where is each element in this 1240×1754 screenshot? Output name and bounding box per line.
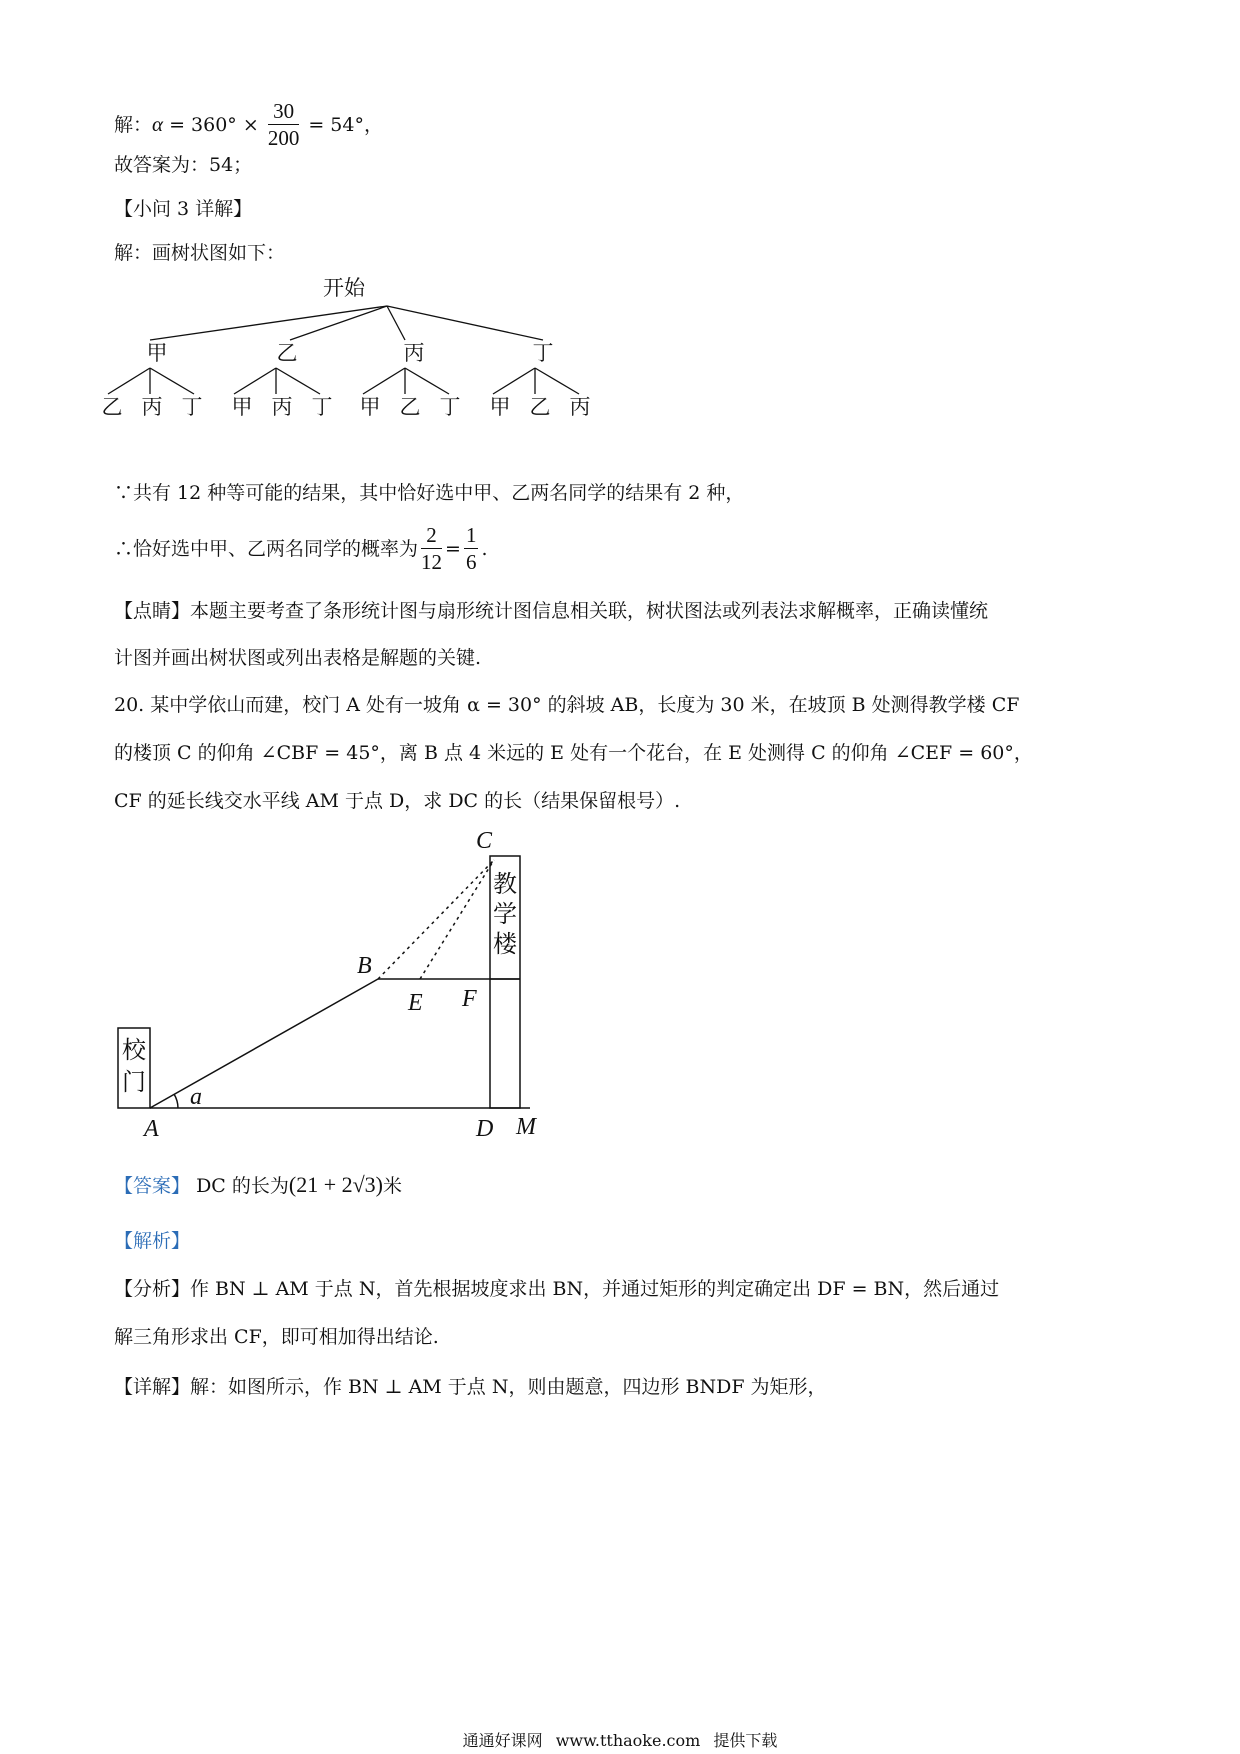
tree-branch: 丙 — [403, 341, 425, 365]
label-f: F — [462, 986, 477, 1012]
tree-leaf: 乙 — [101, 395, 123, 419]
tree-leaf: 甲 — [359, 395, 381, 419]
label-e: E — [408, 990, 423, 1016]
label-a: A — [144, 1116, 159, 1142]
comment-line: 【点睛】本题主要考查了条形统计图与扇形统计图信息相关联，树状图法或列表法求解概率，正确读懂统 — [114, 600, 989, 622]
tree-branch: 乙 — [276, 341, 298, 365]
gate-char: 校 — [122, 1036, 146, 1064]
denominator: 200 — [267, 126, 300, 150]
label-b: B — [357, 953, 372, 979]
tree-leaf: 甲 — [231, 395, 253, 419]
analysis-tag: 【解析】 — [114, 1230, 191, 1252]
comment-line: 计图并画出树状图或列出表格是解题的关键. — [114, 647, 482, 669]
footer-action: 提供下载 — [713, 1731, 778, 1750]
tree-intro: 解：画树状图如下： — [114, 242, 286, 264]
numerator: 30 — [268, 98, 300, 125]
question-20-line: CF 的延长线交水平线 AM 于点 D，求 DC 的长（结果保留根号）. — [114, 790, 681, 812]
answer-prefix: 解： — [114, 114, 153, 136]
answer-expression: (21 + 2√3) — [288, 1172, 384, 1197]
section-heading: 【小问 3 详解】 — [114, 198, 253, 220]
numerator: 1 — [465, 523, 477, 547]
label-m: M — [516, 1114, 536, 1140]
label-c: C — [476, 828, 493, 854]
probability-text: ∴恰好选中甲、乙两名同学的概率为 — [114, 538, 419, 560]
answer-unit: 米 — [383, 1175, 403, 1197]
footer-site: 通通好课网 — [462, 1731, 543, 1750]
tree-leaf: 乙 — [529, 395, 551, 419]
denominator: 6 — [465, 550, 477, 574]
question-20-line: 的楼顶 C 的仰角 ∠CBF = 45°，离 B 点 4 米远的 E 处有一个花台，在 E 处测得 C 的仰角 ∠CEF = 60°， — [114, 742, 1033, 764]
period: . — [481, 538, 488, 560]
tree-diagram — [100, 268, 660, 428]
tree-root: 开始 — [323, 276, 365, 300]
footer-url[interactable]: www.tthaoke.com — [555, 1731, 701, 1750]
tree-leaf: 丙 — [569, 395, 591, 419]
tree-leaf: 甲 — [489, 395, 511, 419]
answer-line: 故答案为：54； — [114, 154, 253, 176]
building-char: 学 — [493, 900, 517, 928]
tree-leaf: 乙 — [399, 395, 421, 419]
tree-leaf: 丁 — [439, 395, 461, 419]
label-d: D — [476, 1116, 494, 1142]
equation-part: = 54°， — [302, 114, 383, 136]
tree-leaf: 丙 — [271, 395, 293, 419]
numerator: 2 — [421, 522, 442, 549]
analysis-line: 解三角形求出 CF，即可相加得出结论. — [114, 1326, 439, 1348]
label-angle-a: a — [190, 1084, 202, 1110]
detail-line: 【详解】解：如图所示，作 BN ⊥ AM 于点 N，则由题意，四边形 BNDF 为矩形， — [114, 1376, 827, 1398]
gate-char: 门 — [122, 1068, 146, 1096]
fraction — [464, 522, 479, 575]
building-char: 楼 — [493, 930, 517, 958]
answer-line — [114, 1172, 402, 1199]
geometry-figure — [110, 828, 570, 1148]
probability-line — [114, 522, 487, 575]
denominator: 12 — [421, 550, 443, 574]
result-count: ∵共有 12 种等可能的结果，其中恰好选中甲、乙两名同学的结果有 2 种， — [114, 482, 745, 504]
answer-tag: 【答案】 — [114, 1175, 191, 1197]
equation-part: = 360° × — [163, 114, 265, 136]
equals-sign: = — [445, 538, 461, 560]
fraction — [268, 98, 300, 151]
answer-text: DC 的长为 — [196, 1175, 289, 1197]
question-20-line: 20. 某中学依山而建，校门 A 处有一坡角 α = 30° 的斜坡 AB，长度为 30 米，在坡顶 B 处测得教学楼 CF — [114, 694, 1020, 716]
fraction — [421, 522, 442, 575]
alpha-symbol: α — [152, 112, 164, 136]
tree-branch: 丁 — [532, 341, 554, 365]
tree-branch: 甲 — [146, 341, 168, 365]
tree-leaf: 丙 — [141, 395, 163, 419]
building-char: 教 — [493, 870, 517, 898]
analysis-line: 【分析】作 BN ⊥ AM 于点 N，首先根据坡度求出 BN，并通过矩形的判定确定出 DF = BN，然后通过 — [114, 1278, 1000, 1300]
tree-leaf: 丁 — [311, 395, 333, 419]
footer — [0, 1728, 1240, 1751]
tree-leaf: 丁 — [181, 395, 203, 419]
equation-alpha — [114, 98, 383, 151]
